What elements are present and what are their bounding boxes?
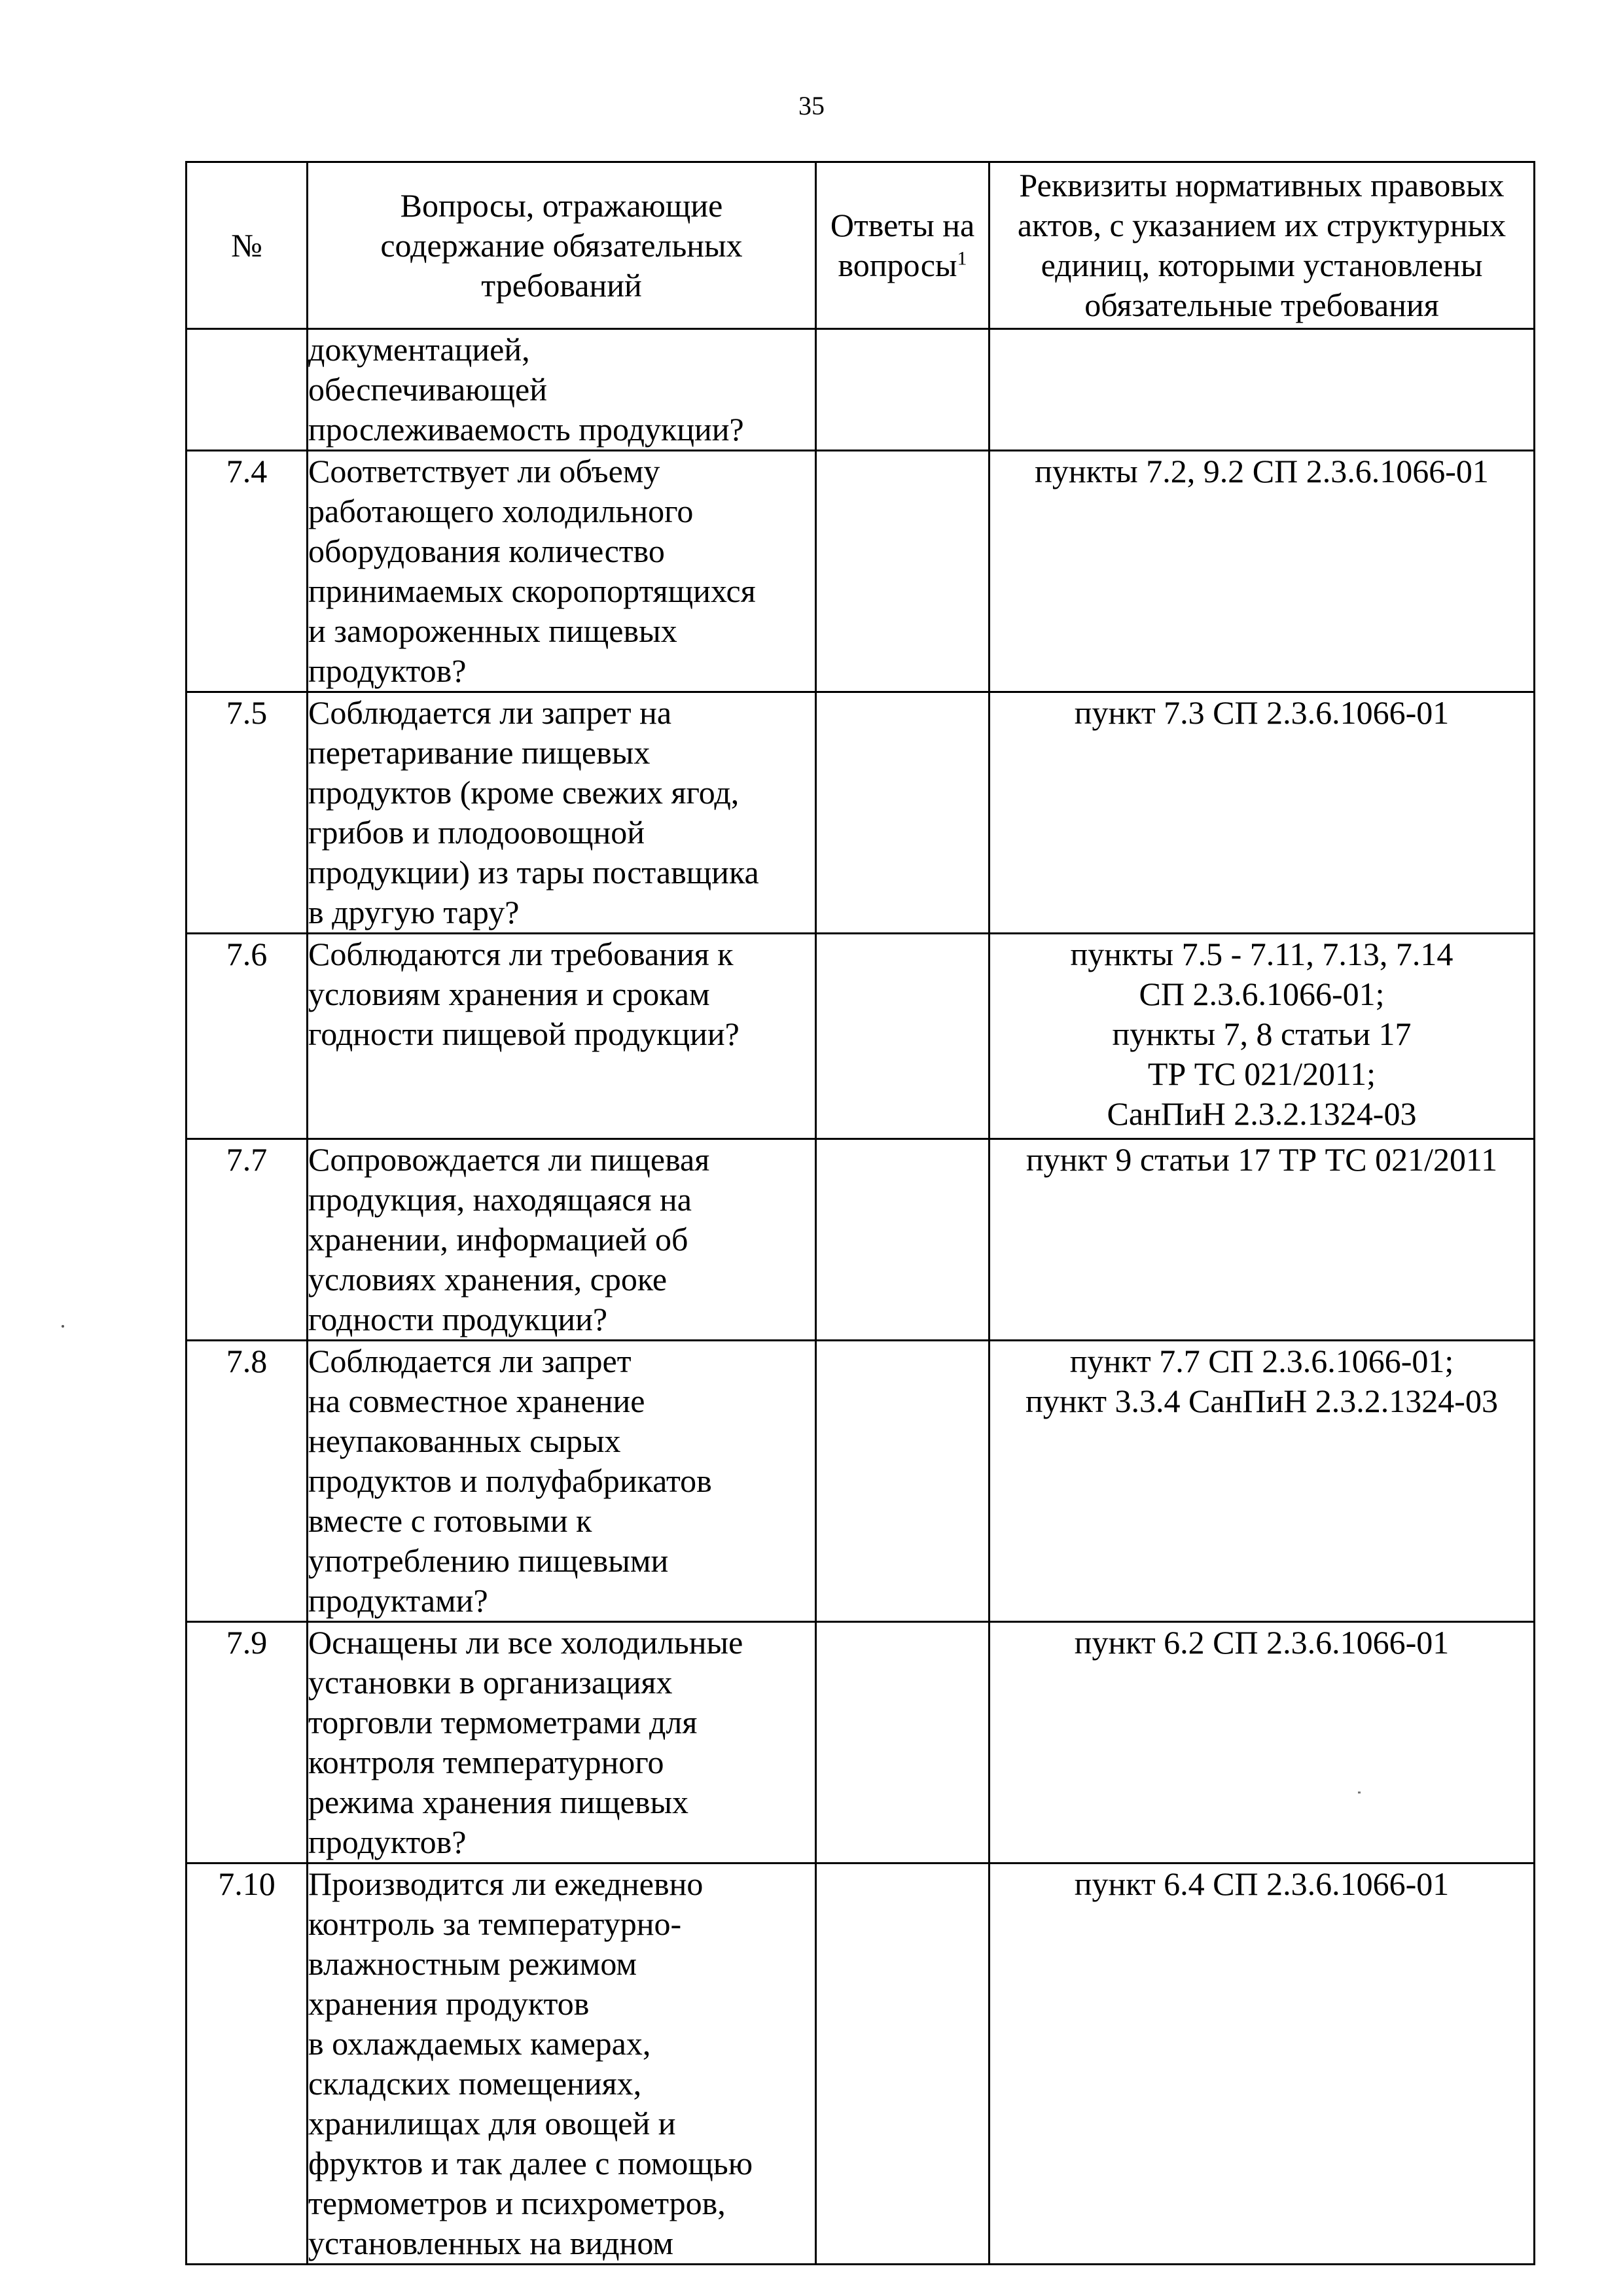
table-row <box>187 1341 1535 1622</box>
row-requisites: пункт 9 статьи 17 ТР ТС 021/2011 <box>990 1139 1535 1341</box>
row-number: 7.9 <box>187 1622 308 1863</box>
row-requisites: пункты 7.2, 9.2 СП 2.3.6.1066-01 <box>990 451 1535 692</box>
table-row <box>187 1622 1535 1863</box>
row-answer-cell <box>816 1863 990 2265</box>
row-question: Производится ли ежедневно контроль за температурно- влажностным режимом хранения продуктов в охлаждаемых камерах, складских помещениях, хранилищах для овощей и фруктов и так далее с помощью термометров и психрометров, установленных на видном <box>308 1863 816 2265</box>
row-requisites: пункт 7.3 СП 2.3.6.1066-01 <box>990 692 1535 934</box>
row-answer-cell <box>816 1622 990 1863</box>
row-number <box>187 329 308 451</box>
page-number: 35 <box>798 91 825 120</box>
scan-speck <box>62 1325 64 1328</box>
header-answer-label: Ответы на вопросы <box>830 207 975 283</box>
table-row <box>187 1139 1535 1341</box>
requirements-checklist-table <box>185 161 1535 2265</box>
footnote-marker: 1 <box>957 247 967 270</box>
row-question: Оснащены ли все холодильные установки в организациях торговли термометрами для контроля температурного режима хранения пищевых продуктов? <box>308 1622 816 1863</box>
row-question: Сопровождается ли пищевая продукция, находящаяся на хранении, информацией об условиях хранения, сроке годности продукции? <box>308 1139 816 1341</box>
row-number: 7.7 <box>187 1139 308 1341</box>
row-requisites <box>990 329 1535 451</box>
row-question: Соблюдается ли запрет на совместное хранение неупакованных сырых продуктов и полуфабрикатов вместе с готовыми к употреблению пищевыми продуктами? <box>308 1341 816 1622</box>
row-answer-cell <box>816 329 990 451</box>
row-answer-cell <box>816 934 990 1139</box>
table-row <box>187 692 1535 934</box>
header-question: Вопросы, отражающие содержание обязательных требований <box>308 162 816 329</box>
row-number: 7.4 <box>187 451 308 692</box>
row-answer-cell <box>816 692 990 934</box>
row-number: 7.10 <box>187 1863 308 2265</box>
table-header-row <box>187 162 1535 329</box>
header-answer <box>816 162 990 329</box>
row-requisites: пункт 6.2 СП 2.3.6.1066-01 <box>990 1622 1535 1863</box>
row-question: Соблюдаются ли требования к условиям хранения и срокам годности пищевой продукции? <box>308 934 816 1139</box>
header-requisites: Реквизиты нормативных правовых актов, с указанием их структурных единиц, которыми установлены обязательные требования <box>990 162 1535 329</box>
row-requisites: пункты 7.5 - 7.11, 7.13, 7.14 СП 2.3.6.1066-01; пункты 7, 8 статьи 17 ТР ТС 021/2011; СанПиН 2.3.2.1324-03 <box>990 934 1535 1139</box>
table-row <box>187 1863 1535 2265</box>
row-requisites: пункт 6.4 СП 2.3.6.1066-01 <box>990 1863 1535 2265</box>
row-number: 7.5 <box>187 692 308 934</box>
row-question: Соответствует ли объему работающего холодильного оборудования количество принимаемых скоропортящихся и замороженных пищевых продуктов? <box>308 451 816 692</box>
row-answer-cell <box>816 1341 990 1622</box>
row-question: Соблюдается ли запрет на перетаривание пищевых продуктов (кроме свежих ягод, грибов и плодоовощной продукции) из тары поставщика в другую тару? <box>308 692 816 934</box>
table-row <box>187 329 1535 451</box>
row-question: документацией, обеспечивающей прослеживаемость продукции? <box>308 329 816 451</box>
row-number: 7.8 <box>187 1341 308 1622</box>
row-number: 7.6 <box>187 934 308 1139</box>
row-requisites: пункт 7.7 СП 2.3.6.1066-01; пункт 3.3.4 СанПиН 2.3.2.1324-03 <box>990 1341 1535 1622</box>
row-answer-cell <box>816 1139 990 1341</box>
table-row <box>187 934 1535 1139</box>
table-row <box>187 451 1535 692</box>
row-answer-cell <box>816 451 990 692</box>
header-number: № <box>187 162 308 329</box>
